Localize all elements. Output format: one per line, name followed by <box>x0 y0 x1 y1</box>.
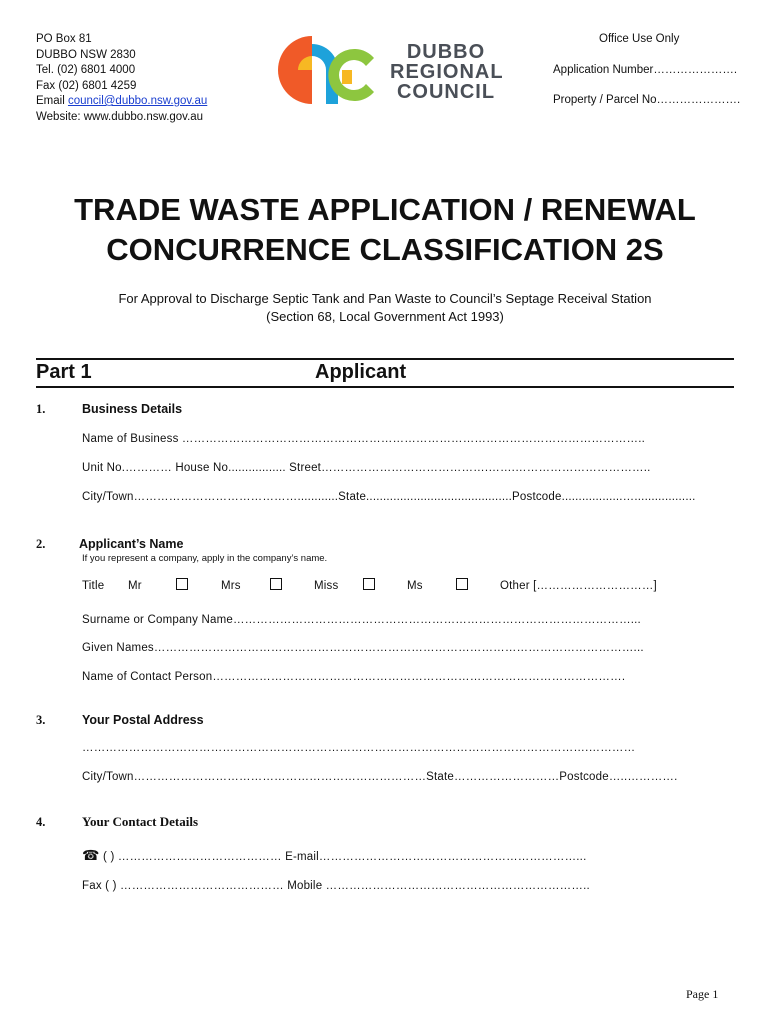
page-subtitle <box>0 290 770 326</box>
council-logo <box>272 28 502 110</box>
section-number: 4. <box>36 815 46 829</box>
section-title-contact: Your Contact Details <box>82 814 199 829</box>
business-address-field[interactable]: Unit No.………… House No................. Street…………………………………….…….…………………………….. <box>82 462 651 474</box>
title-line-2: CONCURRENCE CLASSIFICATION 2S <box>106 232 664 267</box>
part-heading: Applicant <box>315 361 407 383</box>
section-title-business: Business Details <box>82 402 183 416</box>
section-number: 1. <box>36 402 46 416</box>
title-option-mrs: Mrs <box>221 580 241 592</box>
address-line: PO Box 81 <box>36 33 92 45</box>
phone-row <box>82 847 586 864</box>
address-line: Tel. (02) 6801 4000 <box>36 64 136 76</box>
business-city-field[interactable]: City/Town……………………………………............State...........................................Postcode..................….................. <box>82 491 696 503</box>
title-line-1: TRADE WASTE APPLICATION / RENEWAL <box>74 192 696 227</box>
business-name-field[interactable]: Name of Business ……………………………………………………………………………………………………….. <box>82 433 646 445</box>
address-line: Fax (02) 6801 4259 <box>36 79 137 92</box>
subtitle-line-1: For Approval to Discharge Septic Tank and Pan Waste to Council’s Septage Receival Station <box>118 291 652 306</box>
logo-mark-icon <box>272 28 392 110</box>
applicant-note: If you represent a company, apply in the company’s name. <box>82 553 328 564</box>
page-title <box>0 190 770 270</box>
divider-bottom <box>36 386 734 388</box>
miss-checkbox[interactable] <box>363 578 375 590</box>
logo-word: DUBBO <box>406 41 486 63</box>
postal-city-field[interactable]: City/Town…………………………………………………………………State………………………Postcode…..…………. <box>82 771 678 783</box>
website-line: Website: www.dubbo.nsw.gov.au <box>36 110 204 123</box>
logo-word: COUNCIL <box>396 81 496 103</box>
application-number-field[interactable]: Application Number…………………. <box>553 64 738 76</box>
council-contact-block <box>36 32 207 125</box>
title-options-row <box>82 580 722 600</box>
logo-wordmark <box>390 42 502 102</box>
title-option-miss: Miss <box>314 580 339 592</box>
office-use-heading: Office Use Only <box>599 33 680 45</box>
logo-word: REGIONAL <box>390 61 504 83</box>
given-names-field[interactable]: Given Names……………………………………………………………………………………………………………... <box>82 642 644 654</box>
telephone-icon: ☎ <box>82 847 100 863</box>
property-parcel-field[interactable]: Property / Parcel No…………………. <box>553 94 741 106</box>
title-option-mr: Mr <box>128 580 142 592</box>
section-number: 3. <box>36 713 46 727</box>
ms-checkbox[interactable] <box>456 578 468 590</box>
divider-top <box>36 358 734 360</box>
fax-mobile-field[interactable]: Fax ( ) …………………………………… Mobile ………………………………………………………….. <box>82 880 590 892</box>
section-title-applicant: Applicant’s Name <box>79 537 184 551</box>
mrs-checkbox[interactable] <box>270 578 282 590</box>
title-option-ms: Ms <box>407 580 423 592</box>
page-number: Page 1 <box>686 987 719 1001</box>
postal-address-field[interactable]: ………………………………………………………………………………………………………………….………… <box>82 742 636 754</box>
contact-person-field[interactable]: Name of Contact Person……………………………………………………………………………………………. <box>82 671 626 683</box>
title-label: Title <box>82 580 105 592</box>
section-title-postal: Your Postal Address <box>82 713 204 727</box>
part-label: Part 1 <box>36 361 92 383</box>
section-number: 2. <box>36 537 46 551</box>
subtitle-line-2: (Section 68, Local Government Act 1993) <box>266 309 504 324</box>
phone-email-field[interactable]: ( ) …………………………………… E-mail…………………………………………………………... <box>103 851 587 863</box>
mr-checkbox[interactable] <box>176 578 188 590</box>
email-line <box>36 94 207 110</box>
surname-field[interactable]: Surname or Company Name…………………………………………………………………………………………... <box>82 614 641 626</box>
email-prefix: Email <box>36 95 68 107</box>
email-link[interactable]: council@dubbo.nsw.gov.au <box>67 95 208 107</box>
address-line: DUBBO NSW 2830 <box>36 48 136 61</box>
title-other-field[interactable]: Other […………………………] <box>500 580 657 592</box>
